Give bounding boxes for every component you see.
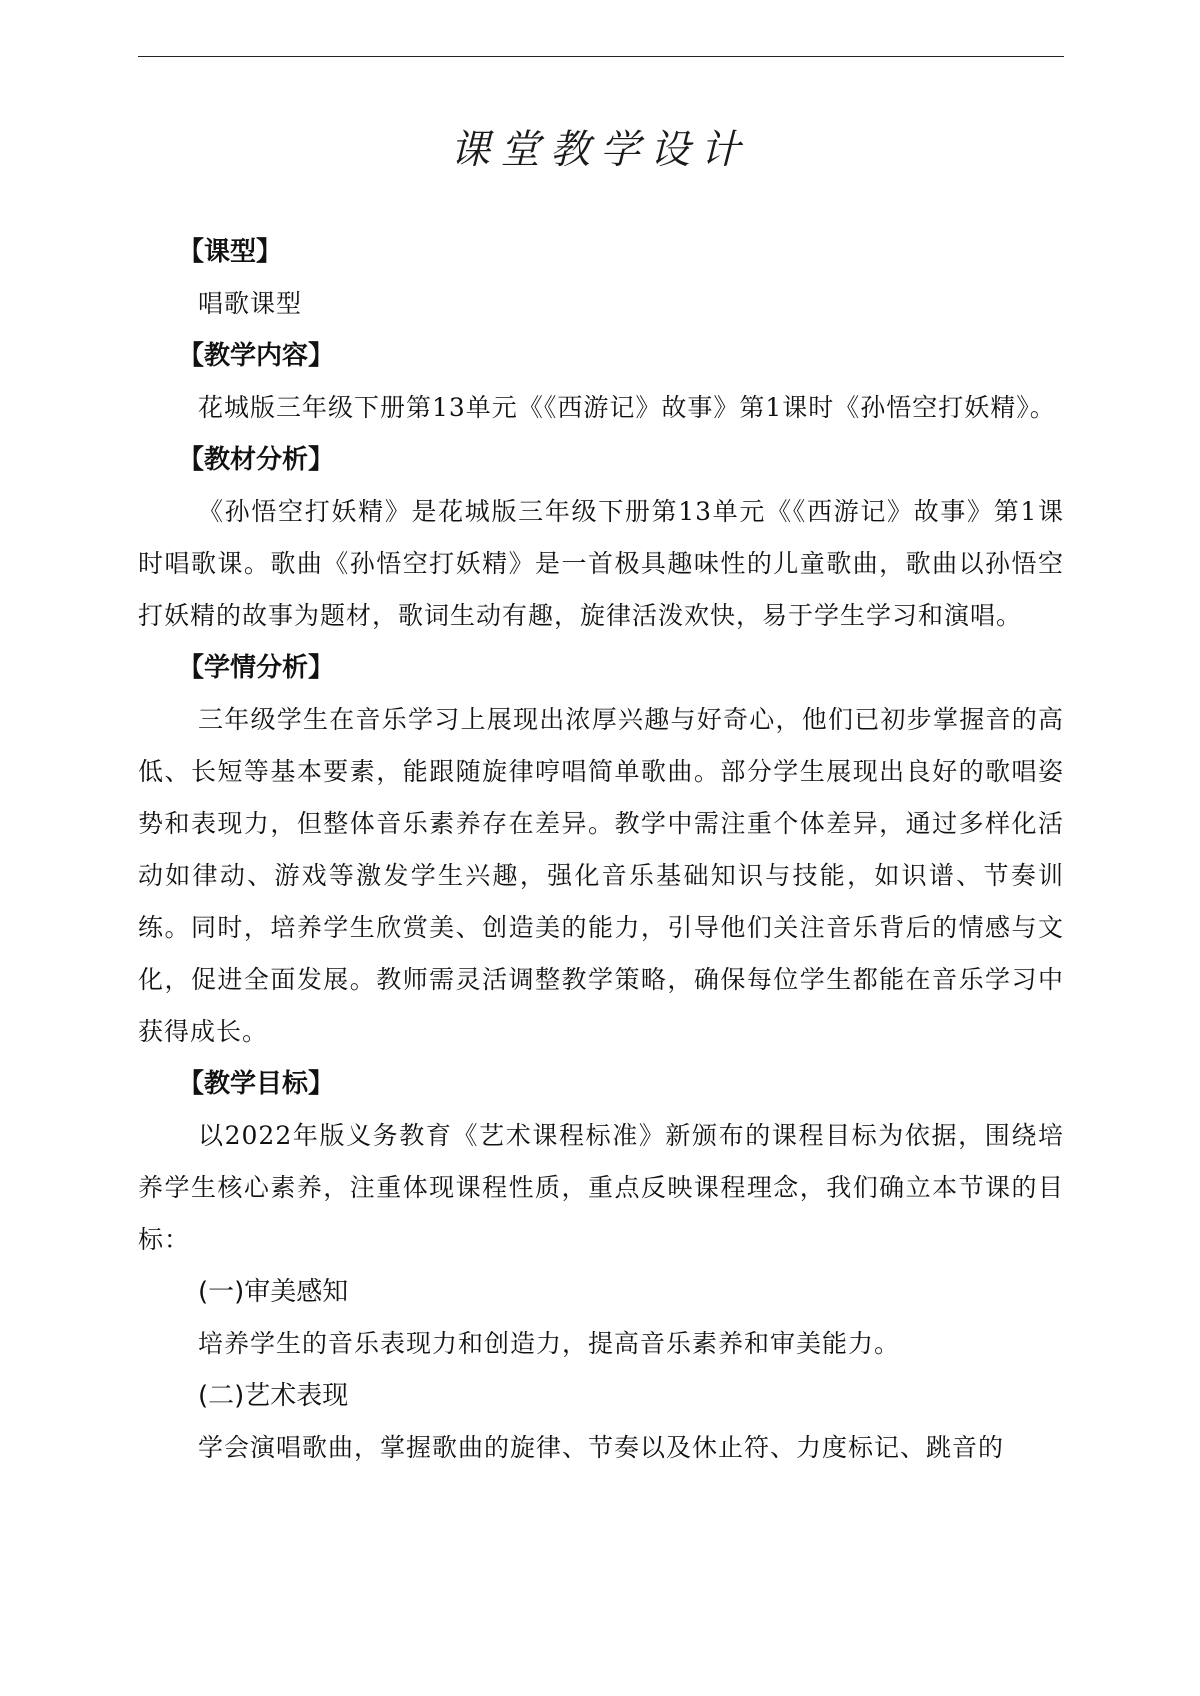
para-teaching-content: 花城版三年级下册第13单元《《西游记》故事》第1课时《孙悟空打妖精》。 [198, 393, 1056, 422]
heading-student-analysis: 【学情分析】 [178, 653, 335, 683]
heading-teaching-goals: 【教学目标】 [178, 1069, 335, 1099]
header-rule [138, 56, 1064, 57]
subheading-artistic-expression: (二)艺术表现 [198, 1381, 349, 1411]
para-lesson-type: 唱歌课型 [198, 289, 303, 318]
para-student-analysis: 三年级学生在音乐学习上展现出浓厚兴趣与好奇心，他们已初步掌握音的高低、长短等基本要素，能跟随旋律哼唱简单歌曲。部分学生展现出良好的歌唱姿势和表现力，但整体音乐素养存在差异。教学中需注重个体差异，通过多样化活动如律动、游戏等激发学生兴趣，强化音乐基础知识与技能，如识谱、节奏训练。同时，培养学生欣赏美、创造美的能力，引导他们关注音乐背后的情感与文化，促进全面发展。教师需灵活调整教学策略，确保每位学生都能在音乐学习中获得成长。 [138, 705, 1064, 1046]
document-title: 课堂教学设计 [450, 127, 750, 173]
para-artistic-expression: 学会演唱歌曲，掌握歌曲的旋律、节奏以及休止符、力度标记、跳音的 [198, 1433, 1005, 1462]
heading-material-analysis: 【教材分析】 [178, 445, 335, 475]
subheading-aesthetic-perception: (一)审美感知 [198, 1277, 349, 1307]
heading-teaching-content: 【教学内容】 [178, 341, 335, 371]
para-aesthetic-perception: 培养学生的音乐表现力和创造力，提高音乐素养和审美能力。 [198, 1329, 901, 1358]
document-body [138, 226, 1064, 1474]
para-material-analysis: 《孙悟空打妖精》是花城版三年级下册第13单元《《西游记》故事》第1课时唱歌课。歌曲《孙悟空打妖精》是一首极具趣味性的儿童歌曲，歌曲以孙悟空打妖精的故事为题材，歌词生动有趣，旋律活泼欢快，易于学生学习和演唱。 [138, 497, 1064, 630]
para-teaching-goals: 以2022年版义务教育《艺术课程标准》新颁布的课程目标为依据，围绕培养学生核心素养，注重体现课程性质，重点反映课程理念，我们确立本节课的目标： [138, 1121, 1064, 1254]
heading-lesson-type: 【课型】 [178, 237, 283, 267]
